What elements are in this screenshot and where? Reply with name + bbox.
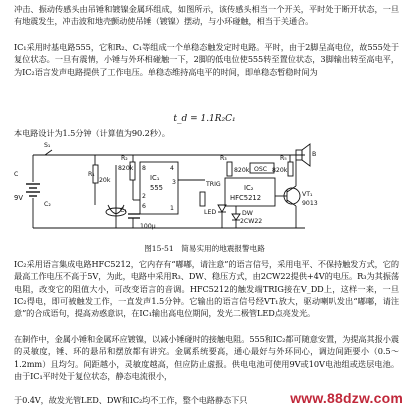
label-pin1: 1 — [170, 205, 174, 212]
label-c: C — [14, 171, 19, 178]
label-r1-value: 20k — [99, 177, 111, 184]
label-dw-value: 2CW22 — [240, 218, 263, 225]
label-pin3: 3 — [172, 179, 176, 186]
figure-caption: 图15-51 简易实用的地震报警电路 — [144, 244, 265, 253]
paragraph-ic2: IC₂采用语言集成电路HFC5212，它内存有“嘟嘟，请注意”的语言信号，采用电平、不保持触发方式，它的最高工作电压不高于5V，为此，电路中采用R₃、DW、稳压方式，由2CW22提供+4V的电压。R₃为其振荡电阻，改变它的阻值大小，可改变语言的音调。HFC5212的触发端TRIG接在V_DD上，这样一来，一旦IC₂得电，即可被触发工作，一直发声1.5分钟。它输出的语言信号经VT₁放大，驱动喇叭发出“嘟嘟，请注意”的合成语句，提高劝惑意识，在IC₁输出高电位期间，发光二极管LED点亮发光。 — [14, 259, 399, 319]
label-led: LED — [204, 209, 217, 216]
label-pin2: 2 — [142, 193, 146, 200]
label-vt1: VT₁ — [302, 191, 313, 198]
label-r2-value: 820k — [118, 165, 134, 172]
label-c2: C₂ — [44, 201, 51, 208]
paragraph-construction: 在制作中，金属小锤和金属环应镀镍，以减小锤碰时的接触电阻。555和IC₂都可随意安置，为提高其报小震的灵敏度，锤、环的悬吊和摆放都有讲究。金属系统要高，通心最好与外环同心，调边间距要小（0.5～1.2mm）且均匀。间距越小，灵敏度越高，但应防止虚报。供电电池可使用9V或10V电池组或迭层电池。由于IC₁平时处于复位状态，静态电流很小， — [14, 334, 399, 381]
formula-td: t_d = 1.1R₂C₁ — [173, 114, 236, 124]
label-r5-value: 820k — [272, 167, 288, 174]
label-r5: R₅ — [280, 155, 287, 162]
label-r3-value: 820k — [234, 167, 250, 174]
label-c1-value: 100μ — [140, 223, 156, 230]
paragraph-sensor: 冲击、振动传感头由吊锤和镀镍金属环组成，如图所示，该传感头相当一个开关，平时处于断开状态，一旦有地震发生，冲击波和地壳颤动使吊锤（镀镍）摆动，与小环碰触，相当于关通合。 — [14, 4, 399, 27]
label-osc: OSC — [254, 166, 268, 173]
label-ic2: IC₂ — [244, 184, 254, 192]
label-r1: R₁ — [88, 171, 95, 178]
label-r3: R₃ — [220, 155, 227, 162]
label-ic1: IC₁ — [150, 174, 160, 182]
label-pin6: 6 — [142, 203, 146, 210]
paragraph-static: 于0.4V，故发光管LED、DW和IC₂均不工作，整个电路静态下只 — [14, 395, 248, 405]
label-r2: R₂ — [121, 155, 128, 162]
label-pin4: 4 — [170, 165, 174, 172]
label-vt1-value: 9013 — [302, 200, 318, 207]
label-c1: C₁ — [120, 207, 127, 214]
paragraph-design-time: 本电路设计为1.5分钟（计算值为90.2秒）。 — [14, 128, 170, 138]
label-trig: TRIG — [206, 181, 221, 188]
label-battery: 9V — [14, 194, 23, 202]
label-dw: DW — [242, 210, 253, 217]
watermark-logo: www.88dzw.com — [290, 390, 403, 406]
label-ic2-part: HFC5212 — [230, 194, 262, 202]
label-pin8: 8 — [142, 165, 146, 172]
label-s1: S₁ — [44, 142, 51, 149]
paragraph-ic1: IC₁采用时基电路555，它和R₂、C₁等组成一个单稳态触发定时电路。平时，由于2脚呈高电位，故555处于复位状态。一旦有震情，小锤与外环相碰触一下，2脚的低电位使555转至置位状态，3脚输出转至高电平，为IC₂语言发声电路提供了工作电压。单稳态维持高电平的时间，即单稳态暂稳时间为 — [14, 42, 399, 77]
label-ic1-part: 555 — [150, 184, 163, 192]
label-speaker: B — [312, 151, 317, 158]
